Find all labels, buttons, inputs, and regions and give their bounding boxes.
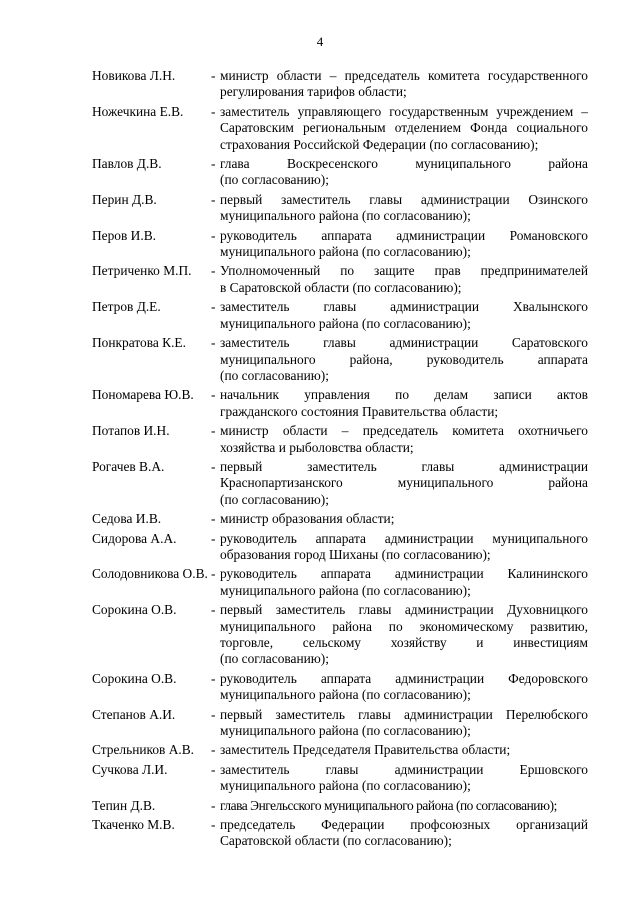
member-position: [220, 192, 588, 225]
member-entry: [92, 192, 588, 225]
position-line: в Саратовской области (по согласованию);: [220, 279, 462, 295]
member-name: Степанов А.И.: [92, 706, 176, 722]
position-line: (по согласованию);: [220, 491, 329, 507]
dash-separator: -: [211, 103, 216, 119]
member-position: [220, 707, 588, 740]
member-position: [220, 566, 588, 599]
position-line: (по согласованию);: [220, 367, 329, 383]
member-entry: [92, 798, 588, 814]
member-position: [220, 602, 588, 668]
dash-separator: -: [211, 423, 216, 439]
page-number: 4: [316, 34, 324, 49]
position-line: Саратовской области (по согласованию);: [220, 833, 452, 849]
position-line: председатель Федерации профсоюзных организаций: [220, 817, 588, 833]
position-line: руководитель аппарата администрации Калининского: [220, 566, 588, 582]
member-entry: [92, 335, 588, 384]
dash-separator: -: [211, 335, 216, 351]
position-line: руководитель аппарата администрации Федоровского: [220, 670, 588, 686]
dash-separator: -: [211, 817, 216, 833]
position-line: муниципального района (по согласованию);: [220, 582, 471, 598]
dash-separator: -: [211, 530, 216, 546]
position-line: руководитель аппарата администрации Романовского: [220, 227, 588, 243]
position-line: заместитель главы администрации Хвалынского: [220, 299, 588, 315]
member-position: [220, 742, 588, 758]
member-name: Новикова Л.Н.: [92, 68, 176, 83]
position-line: муниципального района (по согласованию);: [220, 244, 471, 260]
member-position: [220, 817, 588, 850]
member-entry: [92, 104, 588, 153]
member-entry: [92, 742, 588, 758]
member-name: Сорокина О.В.: [92, 602, 177, 618]
position-line: министр образования области;: [220, 511, 395, 527]
position-line: регулирования тарифов области;: [220, 84, 407, 100]
position-line: муниципального района (по согласованию);: [220, 687, 471, 703]
position-line: (по согласованию);: [220, 651, 329, 667]
dash-separator: -: [211, 511, 216, 527]
member-position: [220, 423, 588, 456]
member-list: [92, 68, 588, 853]
member-position: [220, 531, 588, 564]
position-line: заместитель главы администрации Ершовского: [220, 761, 588, 777]
member-name: Тепин Д.В.: [92, 797, 156, 813]
member-position: [220, 263, 588, 296]
dash-separator: -: [211, 706, 216, 722]
position-line: заместитель управляющего государственным учреждением –: [220, 103, 588, 119]
position-line: муниципального района (по согласованию);: [220, 208, 471, 224]
position-line: руководитель аппарата администрации муниципального: [220, 530, 588, 546]
position-line: Саратовским региональным отделением Фонда социального: [220, 120, 588, 136]
member-entry: [92, 299, 588, 332]
member-name: Солодовникова О.В.: [92, 566, 208, 582]
member-entry: [92, 566, 588, 599]
member-entry: [92, 511, 588, 527]
dash-separator: -: [211, 263, 216, 279]
member-name: Сорокина О.В.: [92, 670, 177, 686]
position-line: (по согласованию);: [220, 172, 329, 188]
position-line: начальник управления по делам записи актов: [220, 387, 588, 403]
member-position: [220, 104, 588, 153]
member-entry: [92, 531, 588, 564]
member-position: [220, 762, 588, 795]
member-name: Седова И.В.: [92, 511, 162, 527]
member-position: [220, 387, 588, 420]
member-entry: [92, 228, 588, 261]
member-position: [220, 68, 588, 101]
member-name: Пономарева Ю.В.: [92, 387, 194, 403]
position-line: хозяйства и рыболовства области;: [220, 439, 414, 455]
member-position: [220, 299, 588, 332]
member-position: [220, 335, 588, 384]
member-name: Перин Д.В.: [92, 191, 157, 207]
member-name: Ткаченко М.В.: [92, 817, 175, 833]
member-position: [220, 511, 588, 527]
dash-separator: -: [211, 299, 216, 315]
member-name: Сучкова Л.И.: [92, 761, 168, 777]
position-line: первый заместитель главы администрации Перелюбского: [220, 706, 588, 722]
member-name: Павлов Д.В.: [92, 156, 162, 172]
position-line: заместитель Председателя Правительства области;: [220, 742, 511, 758]
position-line: первый заместитель главы администрации Озинского: [220, 191, 588, 207]
position-line: глава Воскресенского муниципального района: [220, 156, 588, 172]
dash-separator: -: [211, 670, 216, 686]
position-line: муниципального района (по согласованию);: [220, 315, 471, 331]
member-position: [220, 798, 588, 814]
member-position: [220, 228, 588, 261]
dash-separator: -: [211, 227, 216, 243]
dash-separator: -: [211, 797, 216, 813]
dash-separator: -: [211, 156, 216, 172]
member-name: Сидорова А.А.: [92, 530, 177, 546]
dash-separator: -: [211, 191, 216, 207]
member-name: Стрельников А.В.: [92, 742, 195, 758]
position-line: министр области – председатель комитета государственного: [220, 68, 588, 83]
dash-separator: -: [211, 742, 216, 758]
member-entry: [92, 68, 588, 101]
member-name: Потапов И.Н.: [92, 423, 170, 439]
member-name: Понкратова К.Е.: [92, 335, 186, 351]
member-entry: [92, 602, 588, 668]
member-entry: [92, 707, 588, 740]
position-line: страхования Российской Федерации (по согласованию);: [220, 136, 539, 152]
member-entry: [92, 817, 588, 850]
position-line: глава Энгельсского муниципального района (по согласованию);: [220, 797, 557, 813]
dash-separator: -: [211, 387, 216, 403]
member-entry: [92, 156, 588, 189]
member-entry: [92, 423, 588, 456]
member-entry: [92, 762, 588, 795]
member-entry: [92, 459, 588, 508]
position-line: гражданского состояния Правительства области;: [220, 403, 499, 419]
member-entry: [92, 263, 588, 296]
dash-separator: -: [211, 761, 216, 777]
position-line: муниципального района по экономическому развитию,: [220, 618, 588, 634]
member-name: Перов И.В.: [92, 227, 156, 243]
position-line: муниципального района (по согласованию);: [220, 778, 471, 794]
member-position: [220, 156, 588, 189]
dash-separator: -: [211, 68, 216, 83]
member-position: [220, 671, 588, 704]
dash-separator: -: [211, 458, 216, 474]
position-line: торговле, сельскому хозяйству и инвестициям: [220, 635, 588, 650]
dash-separator: -: [211, 602, 216, 618]
dash-separator: -: [211, 566, 216, 582]
position-line: первый заместитель главы администрации Духовницкого: [220, 602, 588, 618]
position-line: муниципального района, руководитель аппарата: [220, 351, 588, 367]
member-entry: [92, 671, 588, 704]
position-line: первый заместитель главы администрации: [220, 458, 588, 474]
position-line: заместитель главы администрации Саратовского: [220, 335, 588, 351]
position-line: министр области – председатель комитета охотничьего: [220, 423, 588, 439]
position-line: Краснопартизанского муниципального района: [220, 475, 588, 491]
member-entry: [92, 387, 588, 420]
member-name: Рогачев В.А.: [92, 458, 165, 474]
member-name: Ножечкина Е.В.: [92, 103, 184, 119]
member-position: [220, 459, 588, 508]
member-name: Петриченко М.П.: [92, 263, 192, 279]
position-line: образования город Шиханы (по согласованию);: [220, 546, 491, 562]
position-line: муниципального района (по согласованию);: [220, 723, 471, 739]
member-name: Петров Д.Е.: [92, 299, 161, 315]
position-line: Уполномоченный по защите прав предпринимателей: [220, 263, 588, 279]
